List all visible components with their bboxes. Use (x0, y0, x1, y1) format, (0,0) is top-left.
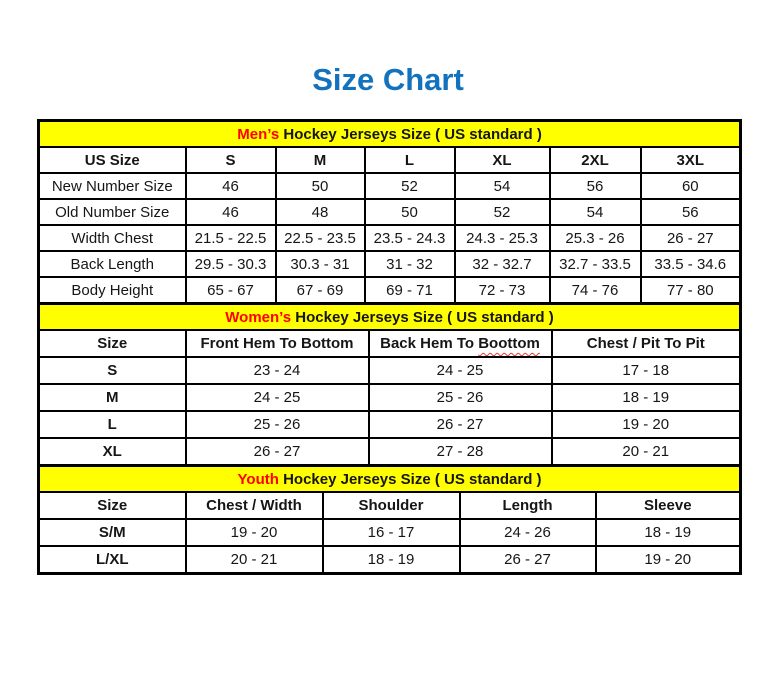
row-label: XL (39, 438, 186, 466)
womens-row-0 (39, 357, 741, 384)
youth-column-header-2: Shoulder (323, 492, 460, 519)
size-value: 50 (276, 173, 365, 199)
womens-column-header-1: Front Hem To Bottom (186, 330, 369, 357)
size-value: 60 (641, 173, 741, 199)
mens-column-header-5: 2XL (550, 147, 641, 173)
mens-row-1 (39, 199, 741, 225)
size-value: 77 - 80 (641, 277, 741, 304)
size-value: 24 - 25 (186, 384, 369, 411)
size-value: 48 (276, 199, 365, 225)
row-label: Old Number Size (39, 199, 186, 225)
size-value: 65 - 67 (186, 277, 276, 304)
size-value: 32.7 - 33.5 (550, 251, 641, 277)
womens-section-header-row (39, 304, 741, 331)
section-accent-text: Youth (237, 470, 279, 488)
size-value: 54 (455, 173, 550, 199)
row-label: L (39, 411, 186, 438)
mens-column-header-1: S (186, 147, 276, 173)
size-value: 33.5 - 34.6 (641, 251, 741, 277)
size-value: 20 - 21 (186, 546, 323, 574)
size-value: 20 - 21 (552, 438, 741, 466)
size-chart-tables (37, 119, 739, 575)
size-value: 24.3 - 25.3 (455, 225, 550, 251)
size-value: 27 - 28 (369, 438, 552, 466)
mens-column-header-3: L (365, 147, 455, 173)
size-value: 19 - 20 (596, 546, 741, 574)
size-value: 56 (550, 173, 641, 199)
youth-row-1 (39, 546, 741, 574)
mens-column-header-0: US Size (39, 147, 186, 173)
size-value: 54 (550, 199, 641, 225)
womens-column-header-row (39, 330, 741, 357)
mens-row-2 (39, 225, 741, 251)
row-label: M (39, 384, 186, 411)
size-value: 17 - 18 (552, 357, 741, 384)
size-value: 74 - 76 (550, 277, 641, 304)
row-label: L/XL (39, 546, 186, 574)
size-value: 24 - 25 (369, 357, 552, 384)
youth-section-header-row (39, 466, 741, 493)
size-value: 19 - 20 (552, 411, 741, 438)
youth-column-header-row (39, 492, 741, 519)
womens-size-table (37, 302, 742, 467)
row-label: S (39, 357, 186, 384)
womens-row-2 (39, 411, 741, 438)
size-value: 32 - 32.7 (455, 251, 550, 277)
size-value: 50 (365, 199, 455, 225)
row-label: New Number Size (39, 173, 186, 199)
womens-column-header-2 (369, 330, 552, 357)
size-value: 69 - 71 (365, 277, 455, 304)
size-value: 46 (186, 199, 276, 225)
mens-section-header: Men’s Hockey Jerseys Size ( US standard ) (39, 121, 741, 148)
mens-column-header-4: XL (455, 147, 550, 173)
mens-column-header-row (39, 147, 741, 173)
youth-row-0 (39, 519, 741, 546)
size-value: 67 - 69 (276, 277, 365, 304)
youth-column-header-0: Size (39, 492, 186, 519)
size-value: 72 - 73 (455, 277, 550, 304)
mens-column-header-6: 3XL (641, 147, 741, 173)
misspelled-word: Boottom (478, 335, 540, 352)
mens-row-3 (39, 251, 741, 277)
column-header-text: Back Hem To (380, 335, 479, 352)
size-value: 18 - 19 (596, 519, 741, 546)
size-value: 23 - 24 (186, 357, 369, 384)
size-value: 26 - 27 (186, 438, 369, 466)
mens-section-header-row (39, 121, 741, 148)
row-label: Width Chest (39, 225, 186, 251)
womens-section-header: Women’s Hockey Jerseys Size ( US standard ) (39, 304, 741, 331)
womens-row-3 (39, 438, 741, 466)
mens-size-table (37, 119, 742, 305)
row-label: Back Length (39, 251, 186, 277)
size-value: 26 - 27 (641, 225, 741, 251)
mens-column-header-2: M (276, 147, 365, 173)
section-accent-text: Women’s (225, 308, 292, 326)
size-value: 25.3 - 26 (550, 225, 641, 251)
youth-size-table (37, 464, 742, 575)
size-value: 25 - 26 (369, 384, 552, 411)
row-label: Body Height (39, 277, 186, 304)
womens-row-1 (39, 384, 741, 411)
youth-column-header-3: Length (460, 492, 596, 519)
size-value: 26 - 27 (369, 411, 552, 438)
mens-tbody (39, 121, 741, 304)
size-value: 29.5 - 30.3 (186, 251, 276, 277)
youth-column-header-1: Chest / Width (186, 492, 323, 519)
section-accent-text: Men’s (237, 125, 280, 143)
womens-tbody (39, 304, 741, 466)
youth-tbody (39, 466, 741, 574)
size-value: 26 - 27 (460, 546, 596, 574)
size-value: 24 - 26 (460, 519, 596, 546)
size-value: 31 - 32 (365, 251, 455, 277)
size-value: 23.5 - 24.3 (365, 225, 455, 251)
size-value: 30.3 - 31 (276, 251, 365, 277)
row-label: S/M (39, 519, 186, 546)
size-value: 52 (365, 173, 455, 199)
size-value: 18 - 19 (323, 546, 460, 574)
size-value: 22.5 - 23.5 (276, 225, 365, 251)
mens-row-0 (39, 173, 741, 199)
size-value: 56 (641, 199, 741, 225)
size-value: 19 - 20 (186, 519, 323, 546)
womens-column-header-0: Size (39, 330, 186, 357)
youth-column-header-4: Sleeve (596, 492, 741, 519)
size-value: 25 - 26 (186, 411, 369, 438)
size-value: 46 (186, 173, 276, 199)
size-value: 21.5 - 22.5 (186, 225, 276, 251)
size-value: 16 - 17 (323, 519, 460, 546)
mens-row-4 (39, 277, 741, 304)
page-title: Size Chart (312, 62, 464, 97)
size-value: 52 (455, 199, 550, 225)
youth-section-header: Youth Hockey Jerseys Size ( US standard ) (39, 466, 741, 493)
size-value: 18 - 19 (552, 384, 741, 411)
womens-column-header-3: Chest / Pit To Pit (552, 330, 741, 357)
